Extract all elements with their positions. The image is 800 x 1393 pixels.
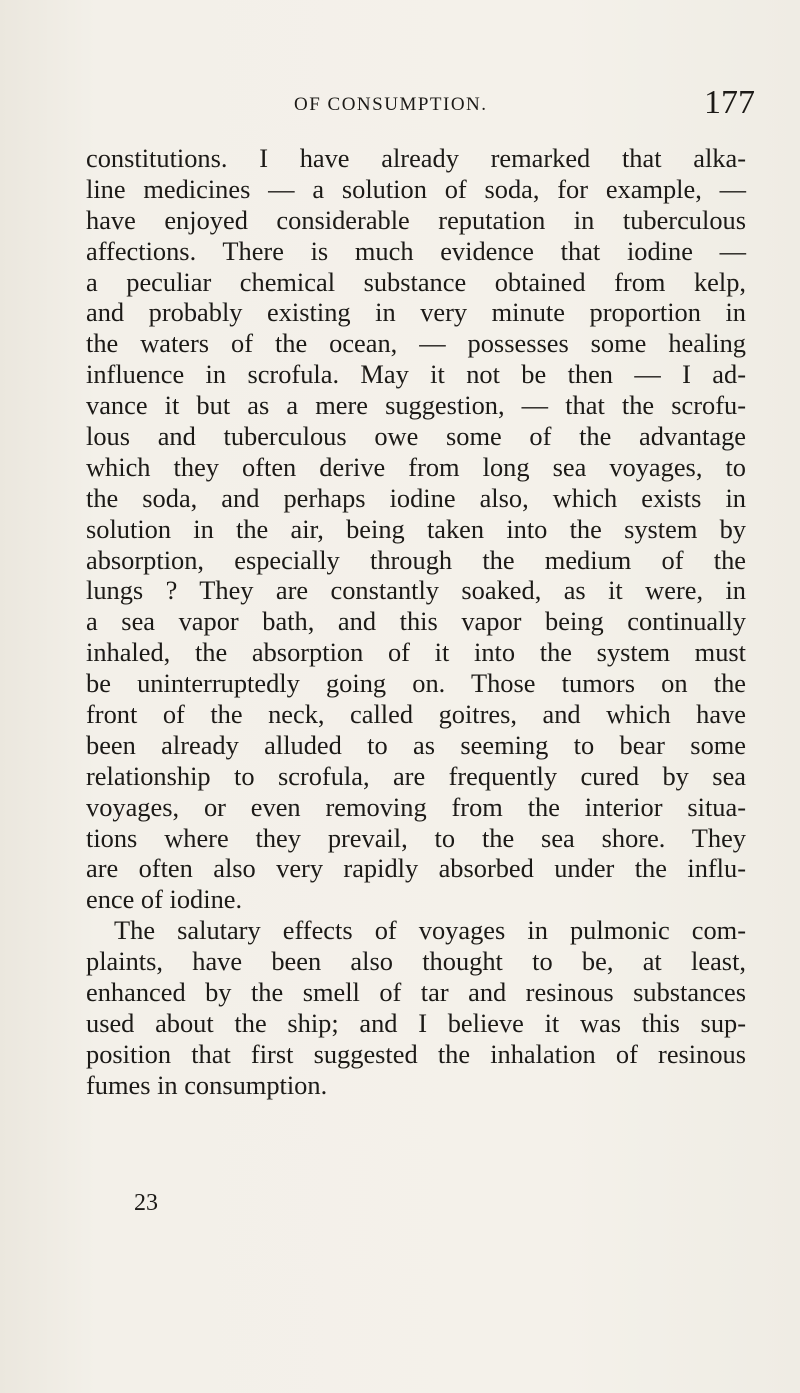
text-line: line medicines — a solution of soda, for example, — bbox=[86, 173, 746, 204]
signature-mark: 23 bbox=[134, 1190, 158, 1216]
text-line: and probably existing in very minute proportion in bbox=[86, 297, 746, 328]
text-line: be uninterruptedly going on. Those tumors on the bbox=[86, 668, 746, 699]
text-line: tions where they prevail, to the sea shore. They bbox=[86, 822, 746, 853]
text-line: solution in the air, being taken into the system by bbox=[86, 513, 746, 544]
text-line: influence in scrofula. May it not be then — I ad- bbox=[86, 359, 746, 390]
text-line: used about the ship; and I believe it was this sup- bbox=[86, 1007, 746, 1038]
text-line: enhanced by the smell of tar and resinous substances bbox=[86, 977, 746, 1008]
text-line: a sea vapor bath, and this vapor being continually bbox=[86, 606, 746, 637]
text-line: relationship to scrofula, are frequently cured by sea bbox=[86, 760, 746, 791]
text-line: been already alluded to as seeming to bear some bbox=[86, 729, 746, 760]
text-line: fumes in consumption. bbox=[86, 1069, 328, 1100]
text-line: lous and tuberculous owe some of the advantage bbox=[86, 421, 746, 452]
text-line: affections. There is much evidence that iodine — bbox=[86, 235, 746, 266]
text-line: front of the neck, called goitres, and which have bbox=[86, 699, 746, 730]
text-line: are often also very rapidly absorbed under the influ- bbox=[86, 853, 746, 884]
text-line: voyages, or even removing from the interior situa- bbox=[86, 791, 746, 822]
text-line: plaints, have been also thought to be, at least, bbox=[86, 946, 746, 977]
text-line: have enjoyed considerable reputation in tuberculous bbox=[86, 204, 746, 235]
text-line: constitutions. I have already remarked that alka- bbox=[86, 143, 746, 173]
text-line: position that first suggested the inhalation of resinous bbox=[86, 1038, 746, 1069]
text-line: vance it but as a mere suggestion, — that the scrofu- bbox=[86, 390, 746, 421]
text-line: The salutary effects of voyages in pulmonic com- bbox=[114, 915, 746, 946]
page-number: 177 bbox=[704, 84, 755, 121]
text-line: absorption, especially through the medium of the bbox=[86, 544, 746, 575]
running-head: OF CONSUMPTION. bbox=[294, 94, 488, 115]
text-line: which they often derive from long sea voyages, to bbox=[86, 451, 746, 482]
body-text bbox=[86, 143, 746, 1101]
text-line: lungs ? They are constantly soaked, as it were, in bbox=[86, 575, 746, 606]
text-line: a peculiar chemical substance obtained from kelp, bbox=[86, 266, 746, 297]
text-line: the waters of the ocean, — possesses some healing bbox=[86, 328, 746, 359]
text-line: inhaled, the absorption of it into the system must bbox=[86, 637, 746, 668]
page-header bbox=[0, 84, 800, 130]
text-line: the soda, and perhaps iodine also, which exists in bbox=[86, 482, 746, 513]
text-line: ence of iodine. bbox=[86, 884, 243, 915]
